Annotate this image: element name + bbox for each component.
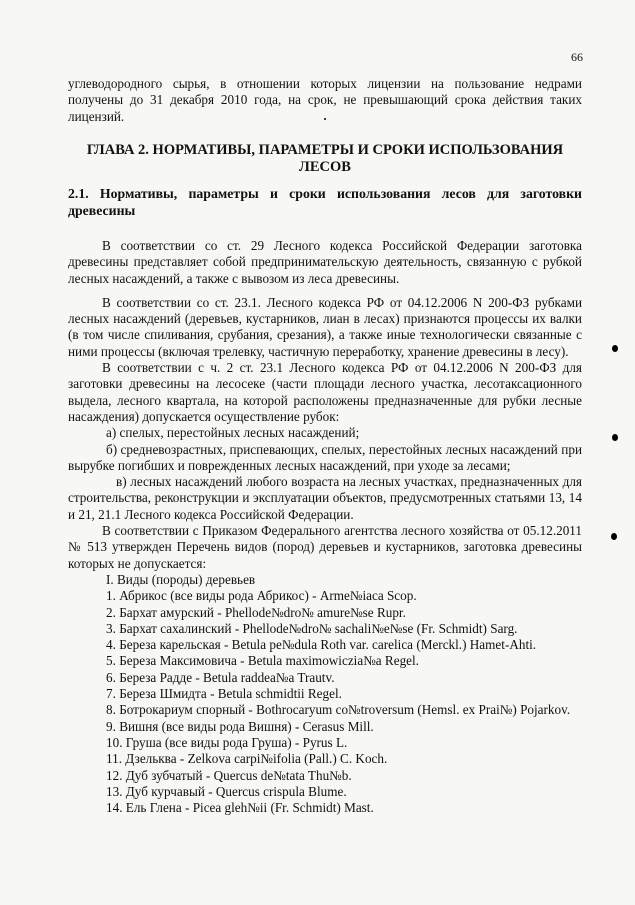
list-item-c: в) лесных насаждений любого возраста на лесных участках, предназначенных для строительства, реконструкции и эксплуатации объектов, предусмотренных статьями 13, 14 и 21, 21.1 Лесного кодекса Российской Федерации. [68, 474, 582, 522]
species-item: 8. Ботрокариум спорный - Bothrocaryum co№troversum (Hemsl. ex Prai№) Pojarkov. [106, 702, 571, 718]
scan-mark [612, 434, 618, 441]
species-list [68, 588, 582, 816]
species-item: 9. Вишня (все виды рода Вишня) - Cerasus Mill. [106, 718, 374, 734]
species-item: 3. Бархат сахалинский - Phellode№dro№ sachali№e№se (Fr. Schmidt) Sarg. [106, 620, 518, 636]
species-item: 4. Береза карельская - Betula pe№dula Roth var. carelica (Merckl.) Hamet-Ahti. [106, 637, 537, 653]
list-item-b: б) средневозрастных, приспевающих, спелых, перестойных лесных насаждений при вырубке погибших и поврежденных лесных насаждений, при уходе за лесами; [68, 441, 582, 473]
main-text [68, 238, 582, 816]
intro-paragraph: углеводородного сырья, в отношении которых лицензии на пользование недрами получены до 31 декабря 2010 года, на срок, не превышающий срока действия таких лицензий. [68, 76, 582, 124]
species-heading: I. Виды (породы) деревьев [106, 571, 256, 587]
species-item: 14. Ель Глена - Picea gleh№ii (Fr. Schmidt) Mast. [106, 800, 374, 816]
species-item: 2. Бархат амурский - Phellode№dro№ amure№se Rupr. [106, 604, 406, 620]
chapter-title: ГЛАВА 2. НОРМАТИВЫ, ПАРАМЕТРЫ И СРОКИ ИСПОЛЬЗОВАНИЯ ЛЕСОВ [86, 142, 564, 175]
paragraph-order-513: В соответствии с Приказом Федерального агентства лесного хозяйства от 05.12.2011 № 513 утвержден Перечень видов (пород) деревьев и кустарников, заготовка древесины которых не допускается: [68, 523, 582, 571]
species-item: 12. Дуб зубчатый - Quercus de№tata Thu№b. [106, 767, 352, 783]
species-item: 11. Дзельква - Zelkova carpi№ifolia (Pall.) C. Koch. [106, 751, 388, 767]
paragraph-article-29: В соответствии со ст. 29 Лесного кодекса Российской Федерации заготовка древесины представляет собой предпринимательскую деятельность, связанную с рубкой лесных насаждений, а также с вывозом из леса древесины. [68, 238, 582, 286]
species-item: 7. Береза Шмидта - Betula schmidtii Regel. [106, 686, 342, 702]
paragraph-article-23-1-part-2: В соответствии с ч. 2 ст. 23.1 Лесного кодекса РФ от 04.12.2006 N 200-ФЗ для заготовки древесины на лесосеке (части площади лесного участка, лесотаксационного выдела, лесного квартала, на которой расположены предназначенные для рубки лесные насаждения) допускается осуществление рубок: [68, 360, 582, 424]
scan-mark [612, 345, 618, 352]
species-item: 6. Береза Радде - Betula raddea№a Trautv. [106, 669, 335, 685]
species-item: 1. Абрикос (все виды рода Абрикос) - Arme№iaca Scop. [106, 588, 417, 604]
scan-mark [611, 533, 617, 540]
species-item: 5. Береза Максимовича - Betula maximowiczia№a Regel. [106, 653, 419, 669]
species-item: 13. Дуб курчавый - Quercus crispula Blume. [106, 783, 347, 799]
section-title: 2.1. Нормативы, параметры и сроки использования лесов для заготовки древесины [68, 186, 582, 218]
species-item: 10. Груша (все виды рода Груша) - Pyrus L. [106, 734, 348, 750]
paragraph-article-23-1: В соответствии со ст. 23.1. Лесного кодекса РФ от 04.12.2006 N 200-ФЗ рубками лесных насаждений (деревьев, кустарников, лиан в лесах) признаются процессы их валки (в том числе спиливания, срубания, срезания), а также иные технологически связанные с ними процессы (включая трелевку, частичную переработку, хранение древесины в лесу). [68, 294, 582, 359]
scan-speck [324, 118, 326, 120]
page-number: 66 [571, 50, 583, 64]
list-item-a: а) спелых, перестойных лесных насаждений; [106, 425, 360, 441]
